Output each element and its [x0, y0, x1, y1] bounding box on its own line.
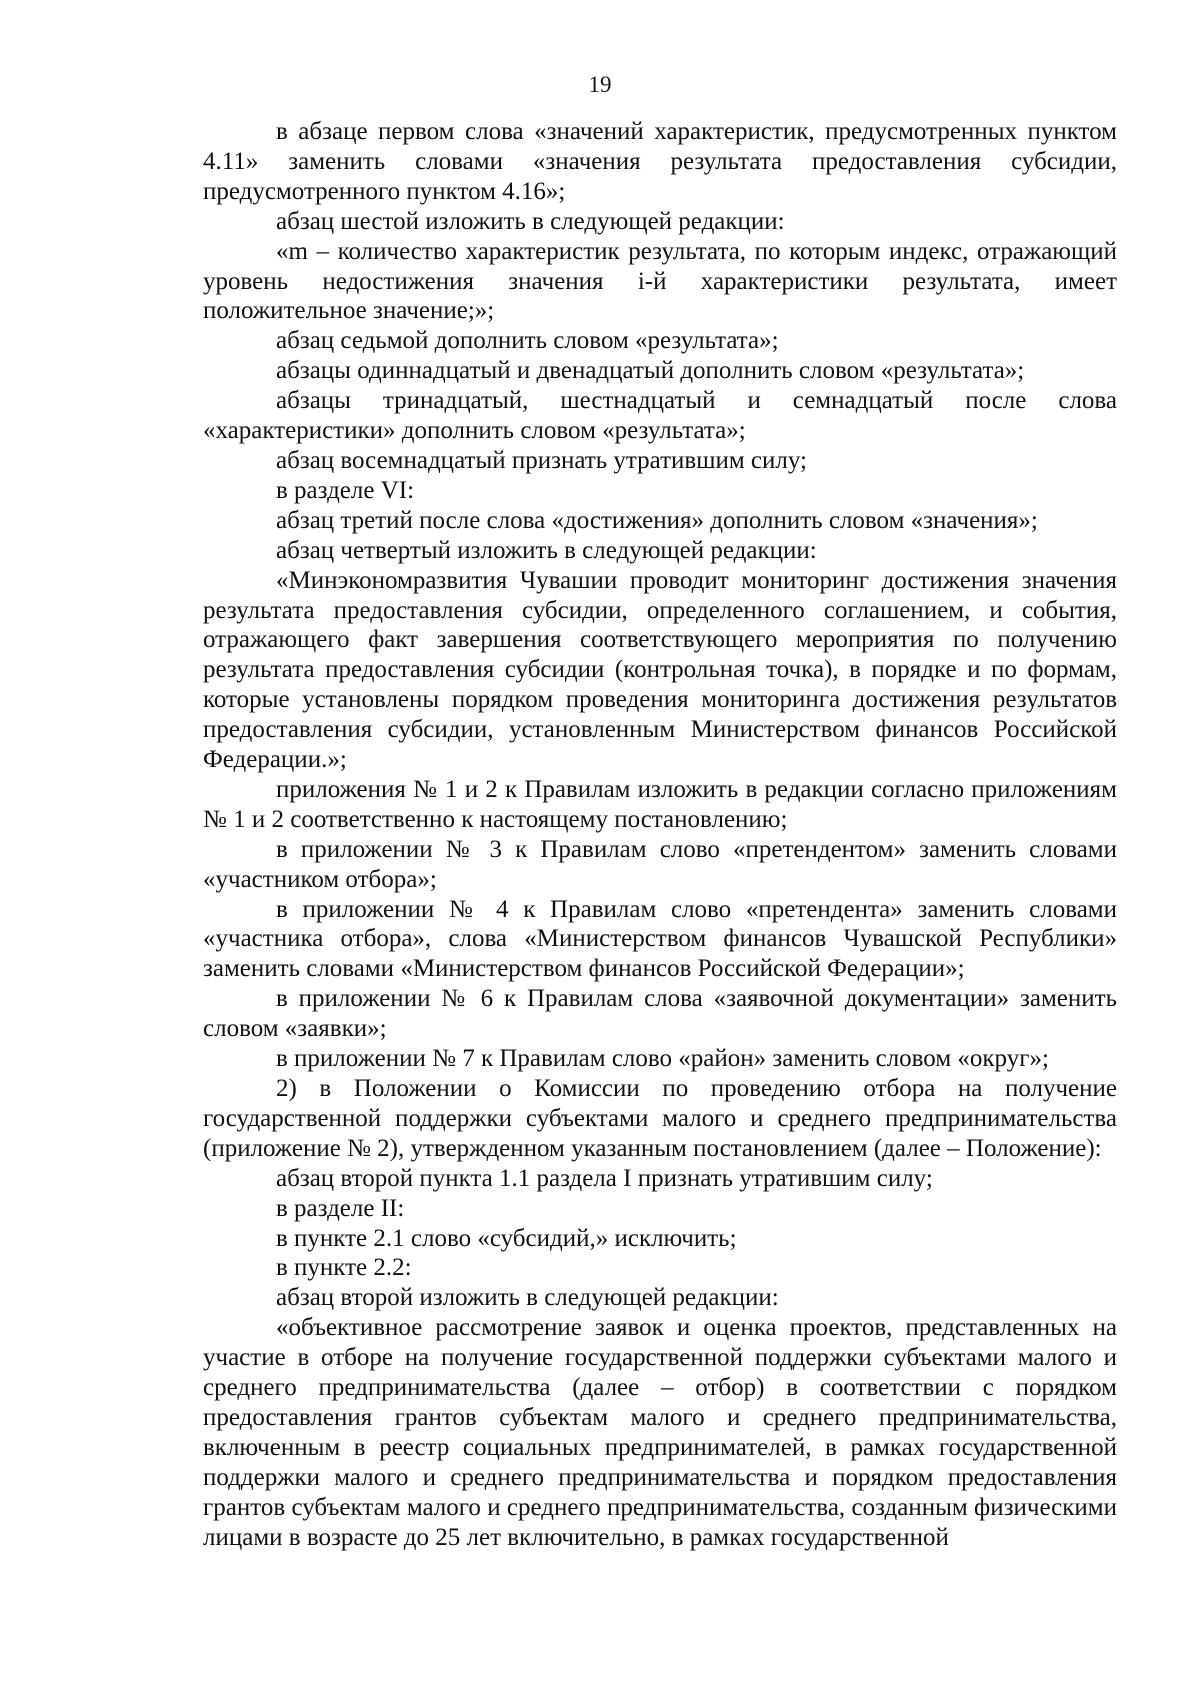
- paragraph: абзацы тринадцатый, шестнадцатый и семнадцатый после слова «характеристики» дополнить словом «результата»;: [203, 387, 1117, 445]
- paragraph: абзацы одиннадцатый и двенадцатый дополнить словом «результата»;: [276, 357, 1025, 385]
- paragraph: «m – количество характеристик результата, по которым индекс, отражающий уровень недостижения значения i-й характеристики результата, имеет положительное значение;»;: [203, 237, 1117, 325]
- paragraph: в приложении № 3 к Правилам слово «претендентом» заменить словами «участником отбора»;: [203, 835, 1117, 893]
- paragraph: «объективное рассмотрение заявок и оценка проектов, представленных на участие в отборе на получение государственной поддержки субъектами малого и среднего предпринимательства (далее – отбор) в соответствии с порядком предоставления грантов субъектам малого и среднего предпринимательства, включенным в реестр социальных предпринимателей, в рамках государственной поддержки малого и среднего предпринимательства и порядком предоставления грантов субъектам малого и среднего предпринимательства, созданным физическими лицами в возрасте до 25 лет включительно, в рамках государственной: [203, 1314, 1117, 1551]
- paragraph: в приложении № 7 к Правилам слово «район» заменить словом «округ»;: [276, 1045, 1049, 1073]
- paragraph: абзац третий после слова «достижения» дополнить словом «значения»;: [276, 506, 1038, 534]
- paragraph: в пункте 2.1 слово «субсидий,» исключить;: [276, 1224, 737, 1252]
- paragraph: абзац второй пункта 1.1 раздела I признать утратившим силу;: [276, 1164, 933, 1192]
- paragraph: в разделе II:: [276, 1194, 405, 1222]
- paragraph: «Минэкономразвития Чувашии проводит мониторинг достижения значения результата предоставления субсидии, определенного соглашением, и события, отражающего факт завершения соответствующего мероприятия по получению результата предоставления субсидии (контрольная точка), в порядке и по формам, которые установлены порядком проведения мониторинга достижения результатов предоставления субсидии, установленным Министерством финансов Российской Федерации.»;: [203, 566, 1117, 774]
- paragraph: абзац седьмой дополнить словом «результата»;: [276, 327, 779, 355]
- paragraph: приложения № 1 и 2 к Правилам изложить в редакции согласно приложениям № 1 и 2 соответственно к настоящему постановлению;: [203, 775, 1117, 833]
- paragraph: в приложении № 6 к Правилам слова «заявочной документации» заменить словом «заявки»;: [203, 985, 1117, 1043]
- document-body: [203, 117, 1117, 1553]
- paragraph: абзац второй изложить в следующей редакции:: [276, 1284, 779, 1312]
- paragraph: абзац восемнадцатый признать утратившим силу;: [276, 446, 807, 474]
- paragraph: в разделе VI:: [276, 476, 415, 504]
- paragraph: в абзаце первом слова «значений характеристик, предусмотренных пунктом 4.11» заменить словами «значения результата предоставления субсидии, предусмотренного пунктом 4.16»;: [203, 118, 1117, 205]
- paragraph: в пункте 2.2:: [276, 1254, 412, 1282]
- paragraph: абзац четвертый изложить в следующей редакции:: [276, 536, 817, 564]
- paragraph: 2) в Положении о Комиссии по проведению отбора на получение государственной поддержки субъектами малого и среднего предпринимательства (приложение № 2), утвержденном указанным постановлением (далее – Положение):: [203, 1075, 1117, 1162]
- paragraph: абзац шестой изложить в следующей редакции:: [276, 207, 785, 235]
- paragraph: в приложении № 4 к Правилам слово «претендента» заменить словами «участника отбора», слова «Министерством финансов Чувашской Республики» заменить словами «Министерством финансов Российской Федерации»;: [203, 895, 1117, 983]
- page-number: 19: [588, 72, 612, 97]
